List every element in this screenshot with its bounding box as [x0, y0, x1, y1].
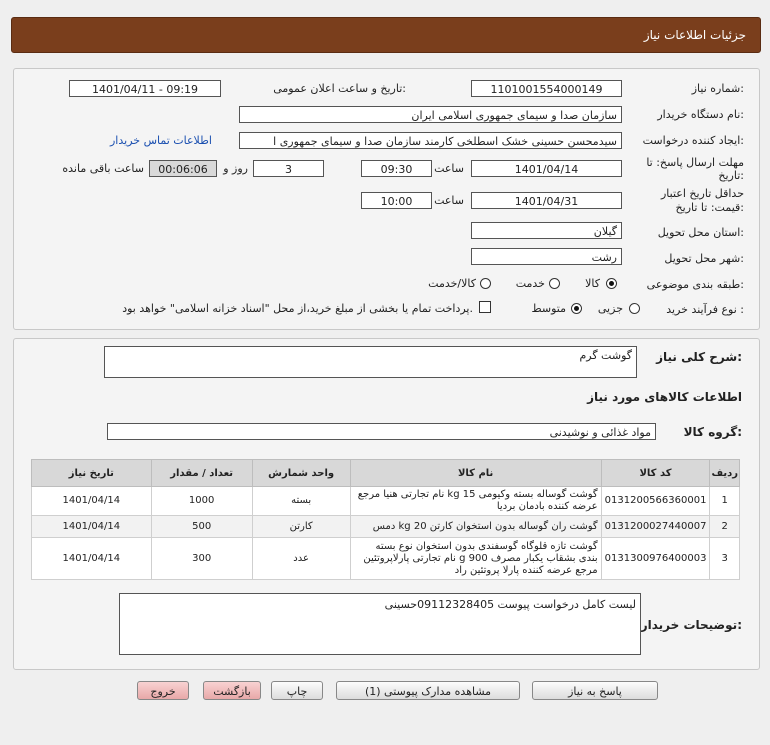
buyer-org-label: نام دستگاه خریدار:	[657, 108, 744, 121]
row-number: 3	[710, 538, 740, 580]
row-number: 2	[710, 516, 740, 538]
category-radio-goods-service[interactable]	[480, 278, 491, 289]
category-label: طبقه بندی موضوعی:	[646, 278, 744, 291]
page-title: جزئیات اطلاعات نیاز	[643, 28, 746, 42]
city-label: شهر محل تحویل:	[664, 252, 744, 265]
deadline-date-field: 1401/04/14	[471, 160, 622, 177]
col-quantity: تعداد / مقدار	[151, 460, 252, 487]
need-date: 1401/04/14	[32, 516, 152, 538]
days-label: روز و	[223, 162, 248, 175]
row-number: 1	[710, 487, 740, 516]
validity-date-field: 1401/04/31	[471, 192, 622, 209]
category-option-goods-service: کالا/خدمت	[428, 277, 476, 290]
goods-table	[31, 459, 740, 580]
description-label: شرح کلی نیاز:	[656, 350, 742, 364]
exit-button[interactable]: خروج	[137, 681, 189, 700]
process-radio-minor[interactable]	[629, 303, 640, 314]
process-option-minor: جزیی	[597, 302, 623, 315]
payment-note: پرداخت تمام یا بخشی از مبلغ خرید،از محل "اسناد خزانه اسلامی" خواهد بود.	[122, 302, 473, 315]
announce-field: 1401/04/11 - 09:19	[69, 80, 221, 97]
validity-label: حداقل تاریخ اعتبار	[660, 187, 744, 200]
goods-code: 0131200027440007	[601, 516, 710, 538]
col-unit: واحد شمارش	[252, 460, 350, 487]
category-radio-service[interactable]	[549, 278, 560, 289]
table-row	[32, 516, 740, 538]
remaining-label: ساعت باقی مانده	[62, 162, 144, 175]
goods-name: گوشت تازه قلوگاه گوسفندی بدون استخوان نوع بسته بندی بشقاب یکبار مصرف 900 g نام تجارتی پارلاپروتئین مرجع عرضه کننده پارلا پروتئین راد	[350, 538, 601, 580]
goods-unit: کارتن	[252, 516, 350, 538]
need-date: 1401/04/14	[32, 487, 152, 516]
process-option-medium: متوسط	[531, 302, 566, 315]
validity-label-date: قیمت: تا تاریخ:	[675, 201, 744, 214]
goods-code: 0131200566360001	[601, 487, 710, 516]
process-radio-medium[interactable]	[571, 303, 582, 314]
col-goods-code: کد کالا	[601, 460, 710, 487]
reply-button[interactable]: پاسخ به نیاز	[532, 681, 658, 700]
buyer-org-field: سازمان صدا و سیمای جمهوری اسلامی ایران	[239, 106, 622, 123]
category-option-goods: کالا	[585, 277, 600, 290]
treasury-checkbox[interactable]	[479, 301, 491, 313]
requester-label: ایجاد کننده درخواست:	[642, 134, 744, 147]
requester-field: سیدمحسن حسینی خشک اسطلخی کارمند سازمان صدا و سیمای جمهوری ا	[239, 132, 622, 149]
goods-name: گوشت ران گوساله بدون استخوان کارتن 20 kg دمس	[350, 516, 601, 538]
goods-quantity: 300	[151, 538, 252, 580]
buyer-notes-field: لیست کامل درخواست پیوست 09112328405حسینی	[119, 593, 641, 655]
goods-group-label: گروه کالا:	[683, 425, 742, 439]
deadline-label: مهلت ارسال پاسخ: تا	[646, 156, 744, 169]
deadline-label-date: تاریخ:	[718, 169, 744, 182]
view-attachments-button[interactable]: مشاهده مدارک پیوستی (1)	[336, 681, 520, 700]
table-header-row	[32, 460, 740, 487]
announce-label: تاریخ و ساعت اعلان عمومی:	[273, 82, 406, 95]
print-button[interactable]: چاپ	[271, 681, 323, 700]
need-date: 1401/04/14	[32, 538, 152, 580]
need-number-field: 1101001554000149	[471, 80, 622, 97]
description-field: گوشت گرم	[104, 346, 637, 378]
goods-name: گوشت گوساله بسته وکیومی 15 kg نام تجارتی هنیا مرجع عرضه کننده بادمان بردیا	[350, 487, 601, 516]
col-row-number: ردیف	[710, 460, 740, 487]
goods-quantity: 1000	[151, 487, 252, 516]
goods-quantity: 500	[151, 516, 252, 538]
goods-code: 0131300976400003	[601, 538, 710, 580]
table-row	[32, 538, 740, 580]
province-field: گیلان	[471, 222, 622, 239]
goods-unit: بسته	[252, 487, 350, 516]
remaining-time-field: 00:06:06	[149, 160, 217, 177]
deadline-time-field: 09:30	[361, 160, 432, 177]
validity-time-label: ساعت	[434, 194, 464, 207]
buyer-contact-link[interactable]: اطلاعات تماس خریدار	[110, 134, 212, 147]
buyer-notes-label: توضیحات خریدار:	[640, 618, 742, 632]
validity-time-field: 10:00	[361, 192, 432, 209]
table-row	[32, 487, 740, 516]
goods-group-field: مواد غذائی و نوشیدنی	[107, 423, 656, 440]
col-need-date: تاریخ نیاز	[32, 460, 152, 487]
col-goods-name: نام کالا	[350, 460, 601, 487]
back-button[interactable]: بازگشت	[203, 681, 261, 700]
goods-unit: عدد	[252, 538, 350, 580]
category-radio-goods[interactable]	[606, 278, 617, 289]
need-number-label: شماره نیاز:	[691, 82, 744, 95]
category-option-service: خدمت	[515, 277, 545, 290]
goods-info-title: اطلاعات کالاهای مورد نیاز	[587, 390, 742, 404]
days-field: 3	[253, 160, 324, 177]
process-label: نوع فرآیند خرید :	[666, 303, 744, 316]
page-header	[11, 17, 761, 53]
province-label: استان محل تحویل:	[657, 226, 744, 239]
deadline-time-label: ساعت	[434, 162, 464, 175]
city-field: رشت	[471, 248, 622, 265]
